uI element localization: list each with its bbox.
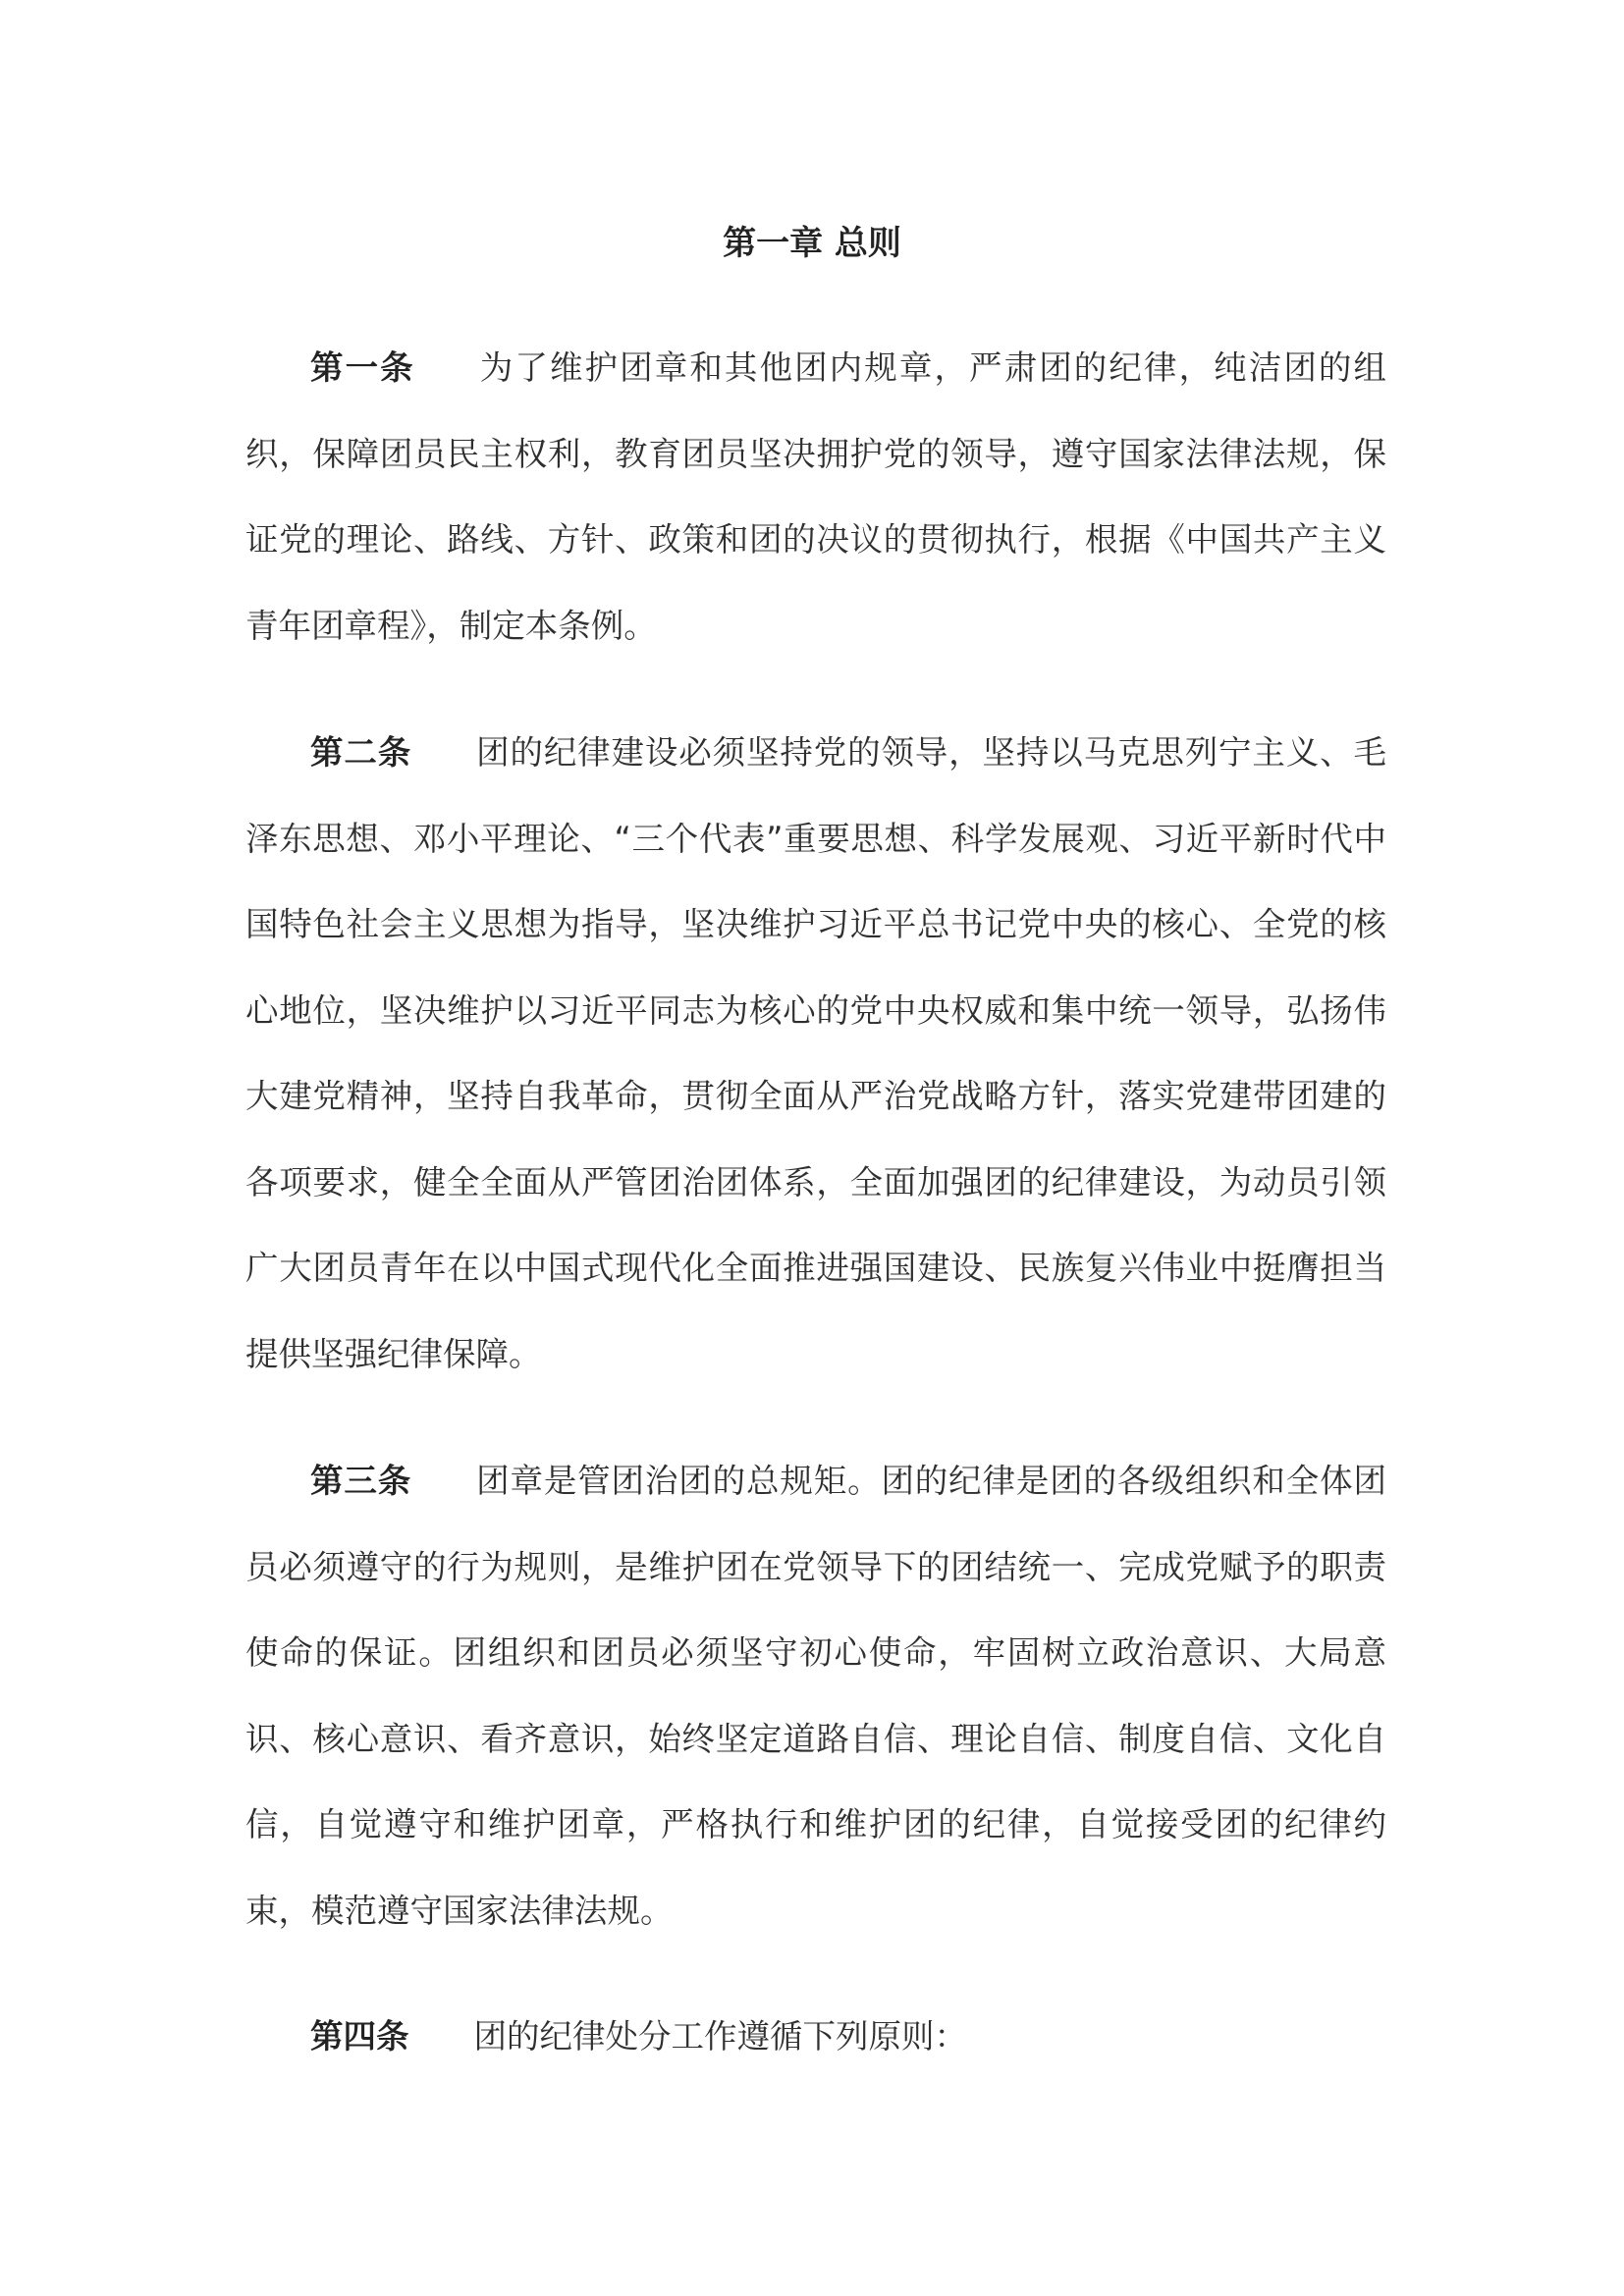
article-text: 团的纪律建设必须坚持党的领导，坚持以马克思列宁主义、毛泽东思想、邓小平理论、“三个代表”重要思想、科学发展观、习近平新时代中国特色社会主义思想为指导，坚决维护习近平总书记党中央的核心、全党的核心地位，坚决维护以习近平同志为核心的党中央权威和集中统一领导，弘扬伟大建党精神，坚持自我革命，贯彻全面从严治党战略方针，落实党建带团建的各项要求，健全全面从严管团治团体系，全面加强团的纪律建设，为动员引领广大团员青年在以中国式现代化全面推进强国建设、民族复兴伟业中挺膺担当提供坚强纪律保障。 (245, 733, 1387, 1373)
article-3 (245, 1438, 1386, 1953)
article-text: 为了维护团章和其他团内规章，严肃团的纪律，纯洁团的组织，保障团员民主权利，教育团员坚决拥护党的领导，遵守国家法律法规，保证党的理论、路线、方针、政策和团的决议的贯彻执行，根据《中国共产主义青年团章程》，制定本条例。 (245, 348, 1387, 645)
article-2 (245, 710, 1386, 1397)
article-label: 第一条 (310, 348, 415, 387)
article-4 (245, 1994, 1386, 2080)
article-label: 第二条 (310, 733, 412, 772)
article-text: 团章是管团治团的总规矩。团的纪律是团的各级组织和全体团员必须遵守的行为规则，是维护团在党领导下的团结统一、完成党赋予的职责使命的保证。团组织和团员必须坚守初心使命，牢固树立政治意识、大局意识、核心意识、看齐意识，始终坚定道路自信、理论自信、制度自信、文化自信，自觉遵守和维护团章，严格执行和维护团的纪律，自觉接受团的纪律约束，模范遵守国家法律法规。 (245, 1462, 1387, 1930)
article-1 (245, 325, 1386, 668)
article-label: 第四条 (310, 2017, 409, 2056)
chapter-title: 第一章 总则 (723, 224, 901, 263)
article-text: 团的纪律处分工作遵循下列原则： (473, 2017, 967, 2056)
article-label: 第三条 (310, 1462, 412, 1500)
